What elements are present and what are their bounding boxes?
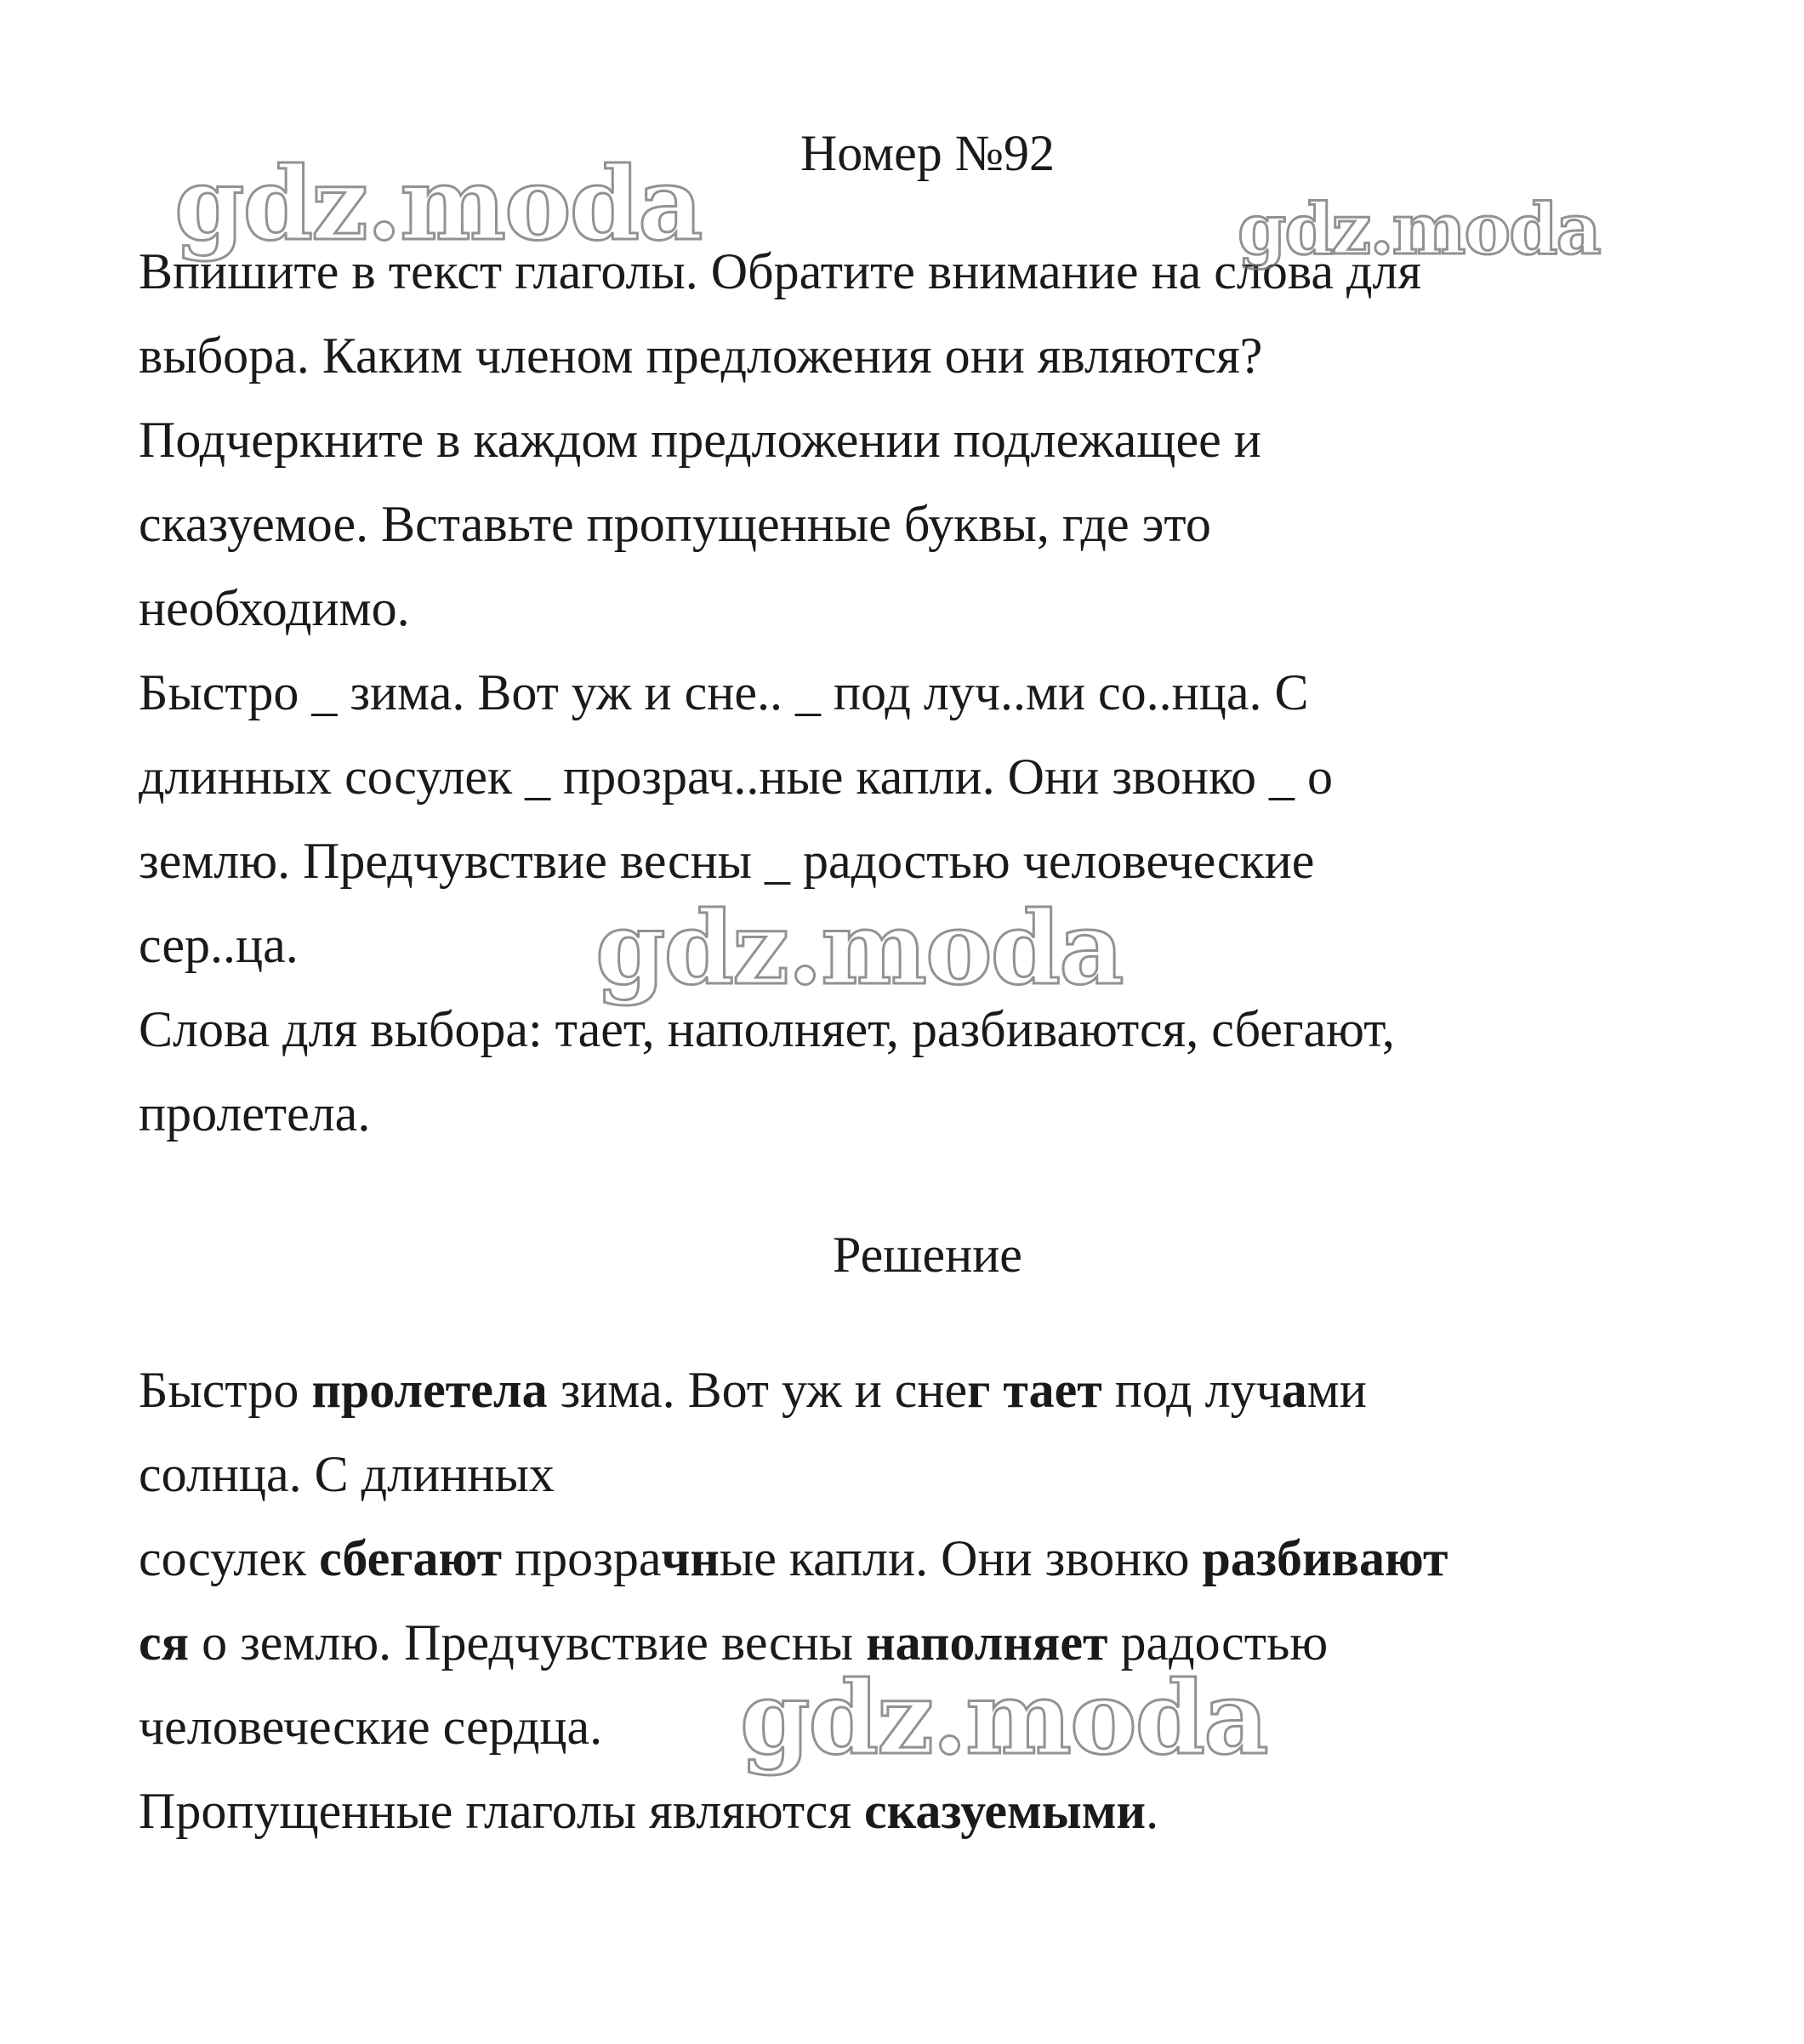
task-line: необходимо. [139, 580, 410, 636]
solution-heading: Решение [833, 1227, 1022, 1283]
inserted-letter: чн [661, 1530, 720, 1586]
conclusion-line: Пропущенные глаголы являются сказуемыми. [139, 1783, 1159, 1839]
solution-line: Быстро пролетела зима. Вот уж и снег тает под лучами [139, 1362, 1367, 1418]
word-choice-line: Слова для выбора: тает, наполняет, разбиваются, сбегают, [139, 1001, 1395, 1057]
solution-line: ся о землю. Предчувствие весны наполняет радостью [139, 1614, 1329, 1671]
solution-line: солнца. С длинных [139, 1446, 555, 1502]
exercise-line: Быстро _ зима. Вот уж и сне.. _ под луч..ми со..нца. С [139, 664, 1309, 720]
exercise-line: землю. Предчувствие весны _ радостью человеческие [139, 833, 1315, 889]
solution-line: человеческие сердца. [139, 1699, 603, 1755]
inserted-verb: пролетела [311, 1362, 548, 1418]
watermark-logo: gdz.moda [1238, 189, 1600, 270]
emphasis-term: сказуемыми [864, 1783, 1147, 1839]
inserted-verb: сбегают [319, 1530, 503, 1586]
task-line: Подчеркните в каждом предложении подлежащее и [139, 412, 1261, 468]
task-text [139, 230, 1636, 1156]
watermark-logo: gdz.moda [174, 145, 702, 263]
exercise-line: длинных сосулек _ прозрач..ные капли. Они звонко _ о [139, 749, 1334, 805]
word-choice-line: пролетела. [139, 1085, 371, 1142]
inserted-letter: г [967, 1362, 991, 1418]
solution-line: сосулек сбегают прозрачные капли. Они звонко разбивают [139, 1530, 1448, 1586]
inserted-letter: а [1281, 1362, 1307, 1418]
solution-text [139, 1348, 1636, 1853]
task-line: выбора. Каким членом предложения они являются? [139, 327, 1263, 384]
inserted-verb: ся [139, 1614, 190, 1671]
watermark-logo: gdz.moda [740, 1659, 1267, 1777]
page-title: Номер №92 [800, 125, 1056, 181]
task-line: сказуемое. Вставьте пропущенные буквы, где это [139, 496, 1211, 552]
watermark-logo: gdz.moda [595, 889, 1123, 1007]
inserted-verb: тает [1003, 1362, 1102, 1418]
inserted-verb: разбивают [1202, 1530, 1448, 1586]
inserted-verb: наполняет [866, 1614, 1108, 1671]
task-line: Впишите в текст глаголы. Обратите внимание на слова для [139, 243, 1422, 299]
exercise-line: сер..ца. [139, 917, 299, 973]
